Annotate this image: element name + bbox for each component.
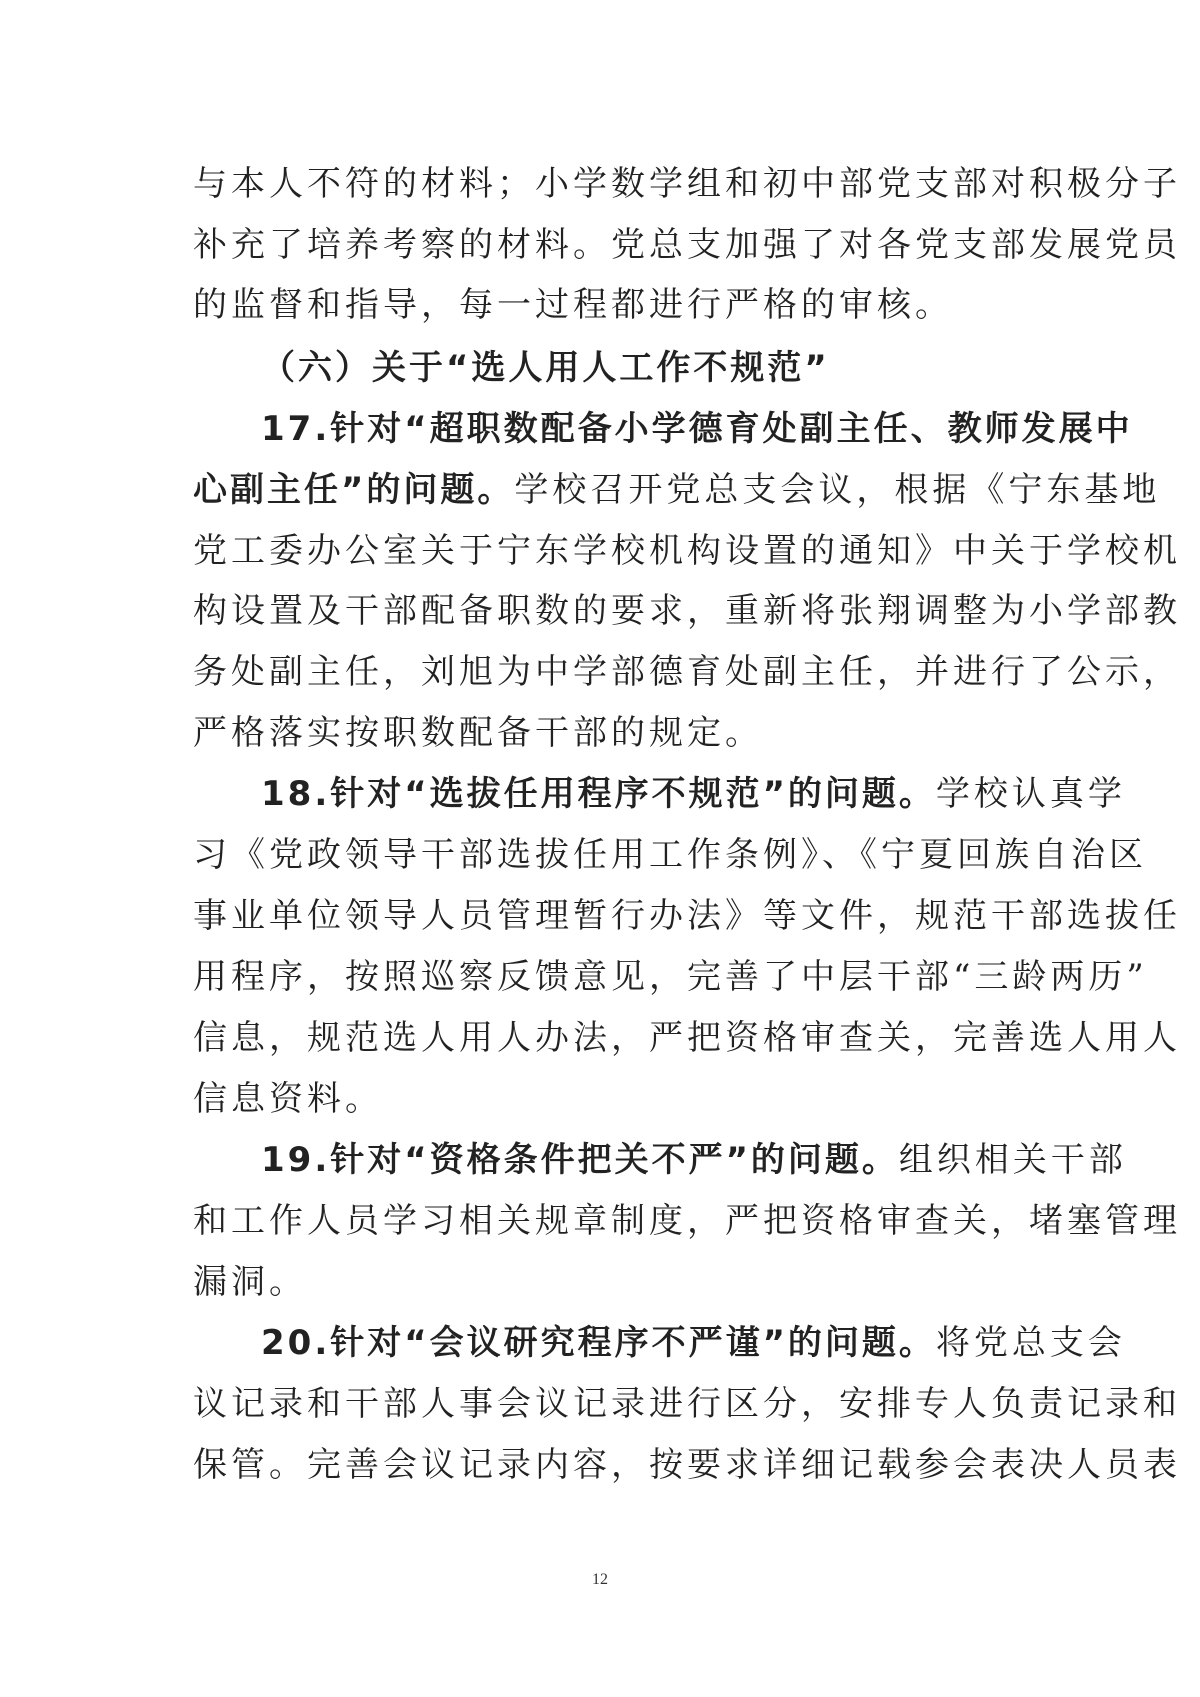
item19-text-line1: 组织相关干部 <box>898 1140 1127 1180</box>
item17-heading-line2: 心副主任”的问题。 <box>193 470 515 510</box>
intro-line-3: 的监督和指导，每一过程都进行严格的审核。 <box>193 285 953 325</box>
item19-line3: 漏洞。 <box>193 1262 307 1302</box>
item18-line6: 信息资料。 <box>193 1079 383 1119</box>
intro-line-2: 补充了培养考察的材料。党总支加强了对各党支部发展党员 <box>193 225 1181 265</box>
item17-line6: 严格落实按职数配备干部的规定。 <box>193 713 763 753</box>
item19-line2: 和工作人员学习相关规章制度，严把资格审查关，堵塞管理 <box>193 1201 1181 1241</box>
item19-heading: 19.针对“资格条件把关不严”的问题。 <box>261 1140 899 1180</box>
item17-line4: 构设置及干部配备职数的要求，重新将张翔调整为小学部教 <box>193 591 1181 631</box>
item18-line2: 习《党政领导干部选拔任用工作条例》、《宁夏回族自治区 <box>193 835 1147 875</box>
item17-line5: 务处副主任，刘旭为中学部德育处副主任，并进行了公示， <box>193 652 1181 692</box>
item18-line4: 用程序，按照巡察反馈意见，完善了中层干部“三龄两历” <box>193 957 1148 997</box>
item20-line1 <box>261 1323 1126 1363</box>
item18-line5: 信息，规范选人用人办法，严把资格审查关，完善选人用人 <box>193 1018 1181 1058</box>
item17-heading-line1: 17.针对“超职数配备小学德育处副主任、教师发展中 <box>261 409 1133 449</box>
item17-line3: 党工委办公室关于宁东学校机构设置的通知》中关于学校机 <box>193 531 1181 571</box>
intro-line-1: 与本人不符的材料；小学数学组和初中部党支部对积极分子 <box>193 164 1181 204</box>
item18-line1 <box>261 774 1126 814</box>
item20-line3: 保管。完善会议记录内容，按要求详细记载参会表决人员表 <box>193 1445 1181 1485</box>
item20-text-line1: 将党总支会 <box>935 1323 1126 1363</box>
item20-line2: 议记录和干部人事会议记录进行区分，安排专人负责记录和 <box>193 1384 1181 1424</box>
item18-text-line1: 学校认真学 <box>935 774 1126 814</box>
item18-line3: 事业单位领导人员管理暂行办法》等文件，规范干部选拔任 <box>193 896 1181 936</box>
item17-line2 <box>193 470 1161 510</box>
item17-text-line2: 学校召开党总支会议，根据《宁东基地 <box>514 470 1161 510</box>
page-number: 12 <box>592 1571 608 1588</box>
section-heading: （六）关于“选人用人工作不规范” <box>261 348 830 388</box>
item20-heading: 20.针对“会议研究程序不严谨”的问题。 <box>261 1323 936 1363</box>
item18-heading: 18.针对“选拔任用程序不规范”的问题。 <box>261 774 936 814</box>
item19-line1 <box>261 1140 1127 1180</box>
